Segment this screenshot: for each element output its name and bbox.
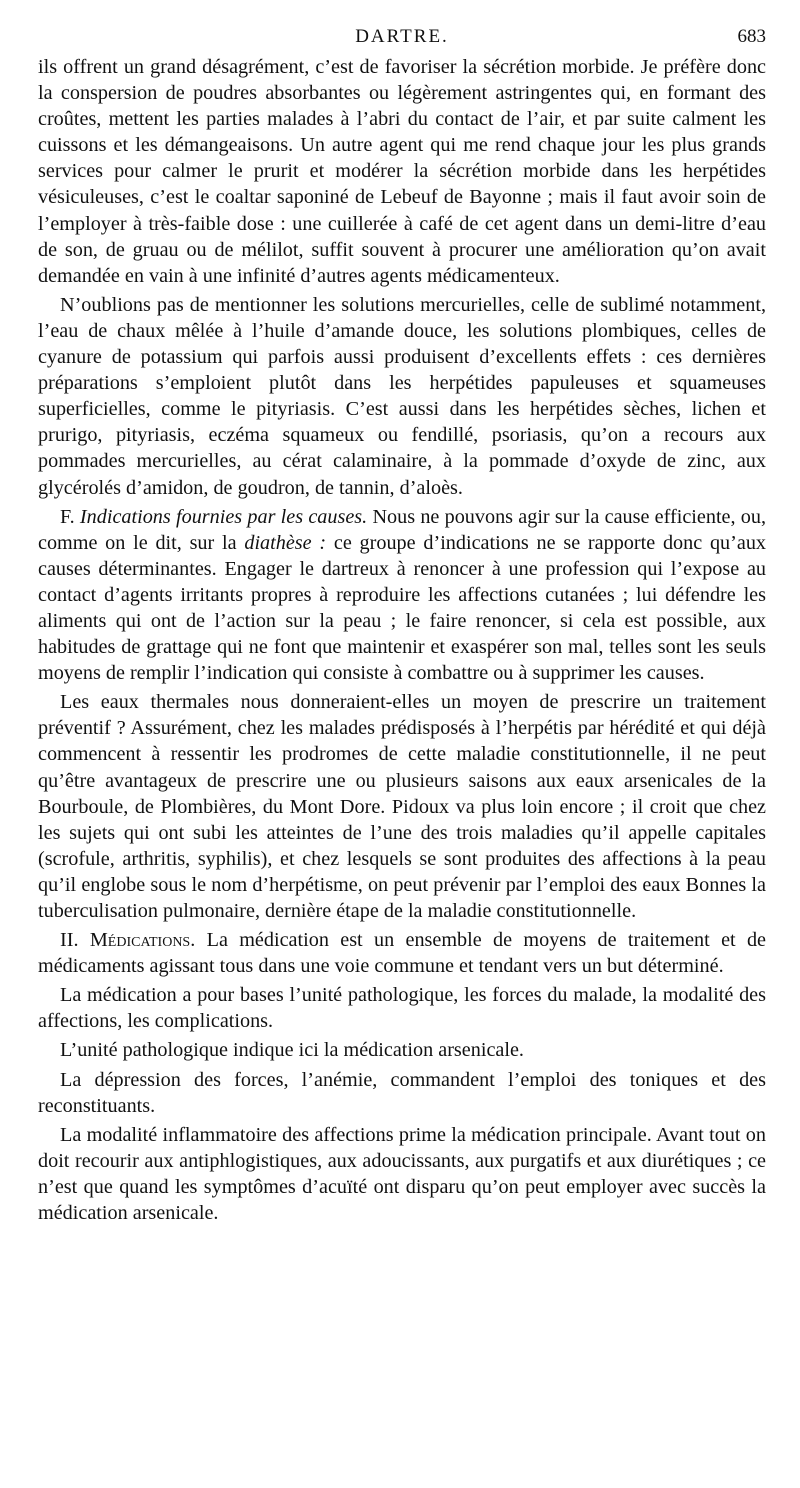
section-letter: F. — [60, 505, 75, 528]
paragraph-8: La dépression des forces, l’anémie, commandent l’emploi des toniques et des reconstituants. — [38, 1068, 766, 1117]
paragraph-6: La médication a pour bases l’unité pathologique, les forces du malade, la modalité des affections, les complications. — [38, 984, 766, 1033]
page-number: 683 — [737, 26, 766, 47]
paragraph-4: Les eaux thermales nous donneraient-elles un moyen de prescrire un traitement préventif ? Assurément, chez les malades prédisposés à l’herpétis par hérédité et qui déjà commencent à ressentir les prodromes de cette maladie constitutionnelle, il ne peut qu’être avantageux de prescrire une ou plusieurs saisons aux eaux arsenicales de la Bourboule, de Plombières, du Mont Dore. Pidoux va plus loin encore ; il croit que chez les sujets qui ont subi les atteintes de l’une des trois maladies qu’il appelle capitales (scrofule, arthritis, syphilis), et chez lesquels se sont produites des affections à la peau qu’il englobe sous le nom d’herpétisme, on peut prévenir par l’emploi des eaux Bonnes la tuberculisation pulmonaire, dernière étape de la maladie constitutionnelle. — [38, 691, 766, 922]
section-number: II. — [60, 929, 79, 952]
section-heading-medications: Médications. — [89, 929, 196, 952]
paragraph-5-text: La médication est un ensemble de moyens de traitement et de médicaments agissant tous dans une voie commune et tendant vers un but déterminé. — [38, 929, 767, 978]
paragraph-5 — [38, 927, 766, 979]
paragraph-2: N’oublions pas de mentionner les solutions mercurielles, celle de sublimé notamment, l’eau de chaux mêlée à l’huile d’amande douce, les solutions plombiques, celles de cyanure de potassium qui parfois aussi produisent d’excellents effets : ces dernières préparations s’emploient plutôt dans les herpétides papuleuses et squameuses superficielles, comme le pityriasis. C’est aussi dans les herpétides sèches, lichen et prurigo, pityriasis, eczéma squameux ou fendillé, psoriasis, qu’on a recours aux pommades mercurielles, au cérat calaminaire, à la pommade d’oxyde de zinc, aux glycérolés d’amidon, de goudron, de tannin, d’aloès. — [38, 293, 766, 499]
paragraph-1: ils offrent un grand désagrément, c’est de favoriser la sécrétion morbide. Je préfère donc la conspersion de poudres absorbantes ou légèrement astringentes qui, en formant des croûtes, mettent les parties malades à l’abri du contact de l’air, et par suite calment les cuissons et les démangeaisons. Un autre agent qui me rend chaque jour les plus grands services pour calmer le prurit et modérer la sécrétion morbide dans les herpétides vésiculeuses, c’est le coaltar saponiné de Lebeuf de Bayonne ; mais il faut avoir soin de l’employer à très-faible dose : une cuillerée à café de cet agent dans un demi-litre d’eau de son, de gruau ou de mélilot, suffit souvent à procurer une amélioration qu’on avait demandée en vain à une infinité d’autres agents médicamenteux. — [38, 56, 766, 287]
paragraph-3-text-a: Nous ne pouvons agir sur la cause efficiente, ou, comme on le dit, sur la — [38, 505, 767, 554]
paragraph-9: La modalité inflammatoire des affections prime la médication principale. Avant tout on doit recourir aux antiphlogistiques, aux adoucissants, aux purgatifs et aux diurétiques ; ce n’est que quand les symptômes d’acuïté ont disparu qu’on peut employer avec succès la médication arsenicale. — [38, 1123, 766, 1225]
running-title: DARTRE. — [355, 26, 449, 47]
section-heading: Indications fournies par les causes. — [79, 505, 368, 528]
paragraph-7: L’unité pathologique indique ici la médication arsenicale. — [60, 1039, 524, 1062]
diathese-term: diathèse : — [244, 531, 327, 554]
paragraph-3-text-b: ce groupe d’indications ne se rapporte donc qu’aux causes déterminantes. Engager le dartreux à renoncer à une profession qui l’expose au contact d’agents irritants propres à reproduire les affections cutanées ; lui défendre les aliments qui ont de l’action sur la peau ; le faire renoncer, si cela est possible, aux habitudes de grattage qui ne font que maintenir et exaspérer son mal, telles sont les seuls moyens de remplir l’indication qui consiste à combattre ou à supprimer les causes. — [38, 531, 767, 685]
body-text — [38, 54, 766, 1226]
book-page — [38, 26, 766, 1226]
running-head — [38, 26, 766, 54]
paragraph-3 — [38, 504, 766, 687]
